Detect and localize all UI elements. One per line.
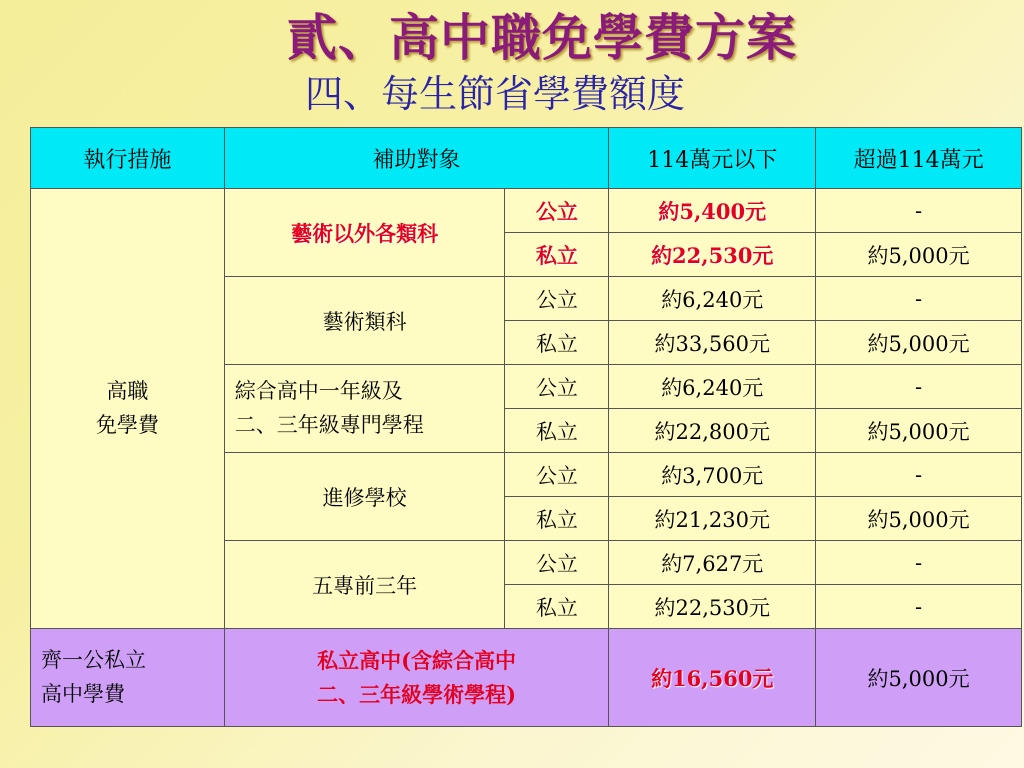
over-114-value: 約5,000元 xyxy=(816,497,1022,541)
target-continuing-school: 進修學校 xyxy=(224,453,505,541)
type-cell: 公立 xyxy=(505,365,609,409)
under-114-value: 約16,560元 xyxy=(609,629,816,727)
type-cell: 私立 xyxy=(505,321,609,365)
over-114-value: 約5,000元 xyxy=(816,233,1022,277)
table-row-equalize xyxy=(31,629,1022,727)
target-art: 藝術類科 xyxy=(224,277,505,365)
measure-highvoc-line1: 高職 xyxy=(106,378,149,403)
measure-highvoc-line2: 免學費 xyxy=(95,412,159,437)
type-cell: 公立 xyxy=(505,277,609,321)
under-114-value: 約6,240元 xyxy=(609,277,816,321)
type-cell: 私立 xyxy=(505,585,609,629)
target-five-year-junior: 五專前三年 xyxy=(224,541,505,629)
under-114-value: 約7,627元 xyxy=(609,541,816,585)
header-measure: 執行措施 xyxy=(31,128,225,189)
type-cell: 公立 xyxy=(505,453,609,497)
over-114-value: 約5,000元 xyxy=(816,409,1022,453)
under-114-value: 約21,230元 xyxy=(609,497,816,541)
measure-highvoc-cell xyxy=(31,189,225,629)
over-114-value: 約5,000元 xyxy=(816,321,1022,365)
header-over-114: 超過114萬元 xyxy=(816,128,1022,189)
type-cell: 公立 xyxy=(505,541,609,585)
measure-equalize-cell xyxy=(31,629,225,727)
under-114-value: 約22,530元 xyxy=(609,233,816,277)
under-114-value: 約3,700元 xyxy=(609,453,816,497)
slide-subtitle: 四、每生節省學費額度 xyxy=(305,72,686,116)
tuition-table xyxy=(30,127,1022,727)
over-114-value: - xyxy=(816,365,1022,409)
target-private-line2: 二、三年級學術學程) xyxy=(317,681,517,707)
under-114-value: 約22,530元 xyxy=(609,585,816,629)
over-114-value: - xyxy=(816,541,1022,585)
header-target: 補助對象 xyxy=(224,128,609,189)
target-non-art: 藝術以外各類科 xyxy=(224,189,505,277)
header-under-114: 114萬元以下 xyxy=(609,128,816,189)
target-comprehensive-line1: 綜合高中一年級及 xyxy=(234,378,403,403)
under-114-value: 約22,800元 xyxy=(609,409,816,453)
table-header-row xyxy=(31,128,1022,189)
target-private-line1: 私立高中(含綜合高中 xyxy=(317,647,517,673)
type-cell: 私立 xyxy=(505,233,609,277)
under-114-value: 約6,240元 xyxy=(609,365,816,409)
type-cell: 私立 xyxy=(505,497,609,541)
under-114-value: 約5,400元 xyxy=(609,189,816,233)
under-114-value: 約33,560元 xyxy=(609,321,816,365)
target-comprehensive xyxy=(224,365,505,453)
over-114-value: 約5,000元 xyxy=(816,629,1022,727)
over-114-value: - xyxy=(816,453,1022,497)
target-private-senior-high xyxy=(224,629,609,727)
over-114-value: - xyxy=(816,585,1022,629)
measure-equalize-line2: 高中學費 xyxy=(41,681,125,706)
measure-equalize-line1: 齊一公私立 xyxy=(41,647,146,672)
table-row xyxy=(31,189,1022,233)
target-comprehensive-line2: 二、三年級專門學程 xyxy=(234,412,424,437)
over-114-value: - xyxy=(816,277,1022,321)
slide-title: 貳、高中職免學費方案 xyxy=(287,8,797,67)
over-114-value: - xyxy=(816,189,1022,233)
type-cell: 公立 xyxy=(505,189,609,233)
type-cell: 私立 xyxy=(505,409,609,453)
